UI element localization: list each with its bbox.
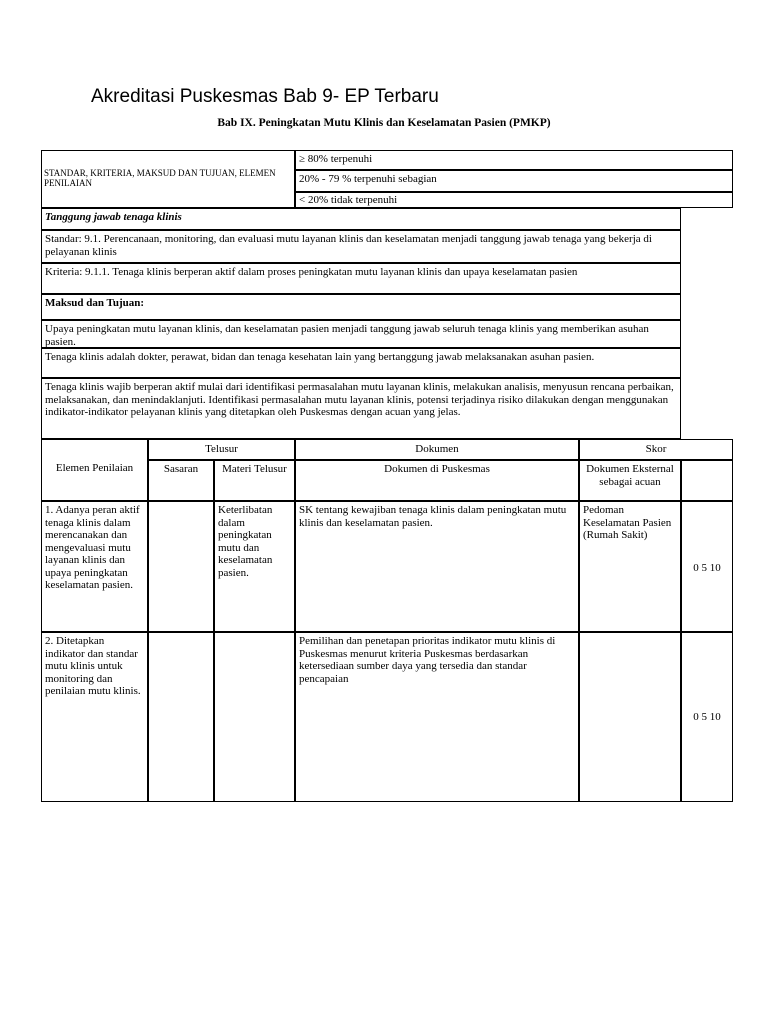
row-1-eksternal: Pedoman Keselamatan Pasien (Rumah Sakit) [579, 501, 681, 632]
row-2-dokumen: Pemilihan dan penetapan prioritas indikator mutu klinis di Puskesmas menurut kriteria Puskesmas berdasarkan ketersediaan sumber daya yang tersedia dan standar pencapaian [295, 632, 579, 802]
chapter-subtitle: Bab IX. Peningkatan Mutu Klinis dan Keselamatan Pasien (PMKP) [217, 117, 551, 129]
row-2-eksternal [579, 632, 681, 802]
row-2-elemen: 2. Ditetapkan indikator dan standar mutu klinis untuk monitoring dan penilaian mutu klinis. [41, 632, 148, 802]
row-1-materi: Keterlibatan dalam peningkatan mutu dan keselamatan pasien. [214, 501, 295, 632]
maksud-paragraph-2: Tenaga klinis adalah dokter, perawat, bidan dan tenaga kesehatan lain yang bertanggung jawab melaksanakan asuhan pasien. [41, 348, 681, 378]
row-1-skor: 0 5 10 [681, 501, 733, 632]
maksud-paragraph-3: Tenaga klinis wajib berperan aktif mulai dari identifikasi permasalahan mutu layanan klinis, melakukan analisis, menyusun rencana perbaikan, melaksanakan, dan menindaklanjuti. Identifikasi permasalahan mutu layanan klinis, potensi terjadinya risiko dilakukan dengan menggunakan indikator-indikator pelayanan klinis yang ditetapkan oleh Puskesmas dengan acuan yang jelas. [41, 378, 681, 439]
col-header-dokumen-eksternal: Dokumen Eksternal sebagai acuan [579, 460, 681, 501]
section-heading: Tanggung jawab tenaga klinis [41, 208, 681, 230]
row-2-sasaran [148, 632, 214, 802]
row-1-dokumen: SK tentang kewajiban tenaga klinis dalam peningkatan mutu klinis dan keselamatan pasien. [295, 501, 579, 632]
row-2-materi [214, 632, 295, 802]
col-header-sasaran: Sasaran [148, 460, 214, 501]
scale-none: < 20% tidak terpenuhi [295, 192, 733, 208]
col-header-materi-telusur: Materi Telusur [214, 460, 295, 501]
row-2-skor: 0 5 10 [681, 632, 733, 802]
scale-partial: 20% - 79 % terpenuhi sebagian [295, 170, 733, 192]
row-1-elemen: 1. Adanya peran aktif tenaga klinis dalam merencanakan dan mengevaluasi mutu layanan klinis dan upaya peningkatan keselamatan pasien. [41, 501, 148, 632]
header-left-label-text: STANDAR, KRITERIA, MAKSUD DAN TUJUAN, ELEMEN PENILAIAN [44, 168, 276, 188]
col-header-dokumen-puskesmas: Dokumen di Puskesmas [295, 460, 579, 501]
col-header-dokumen: Dokumen [295, 439, 579, 460]
row-1-sasaran [148, 501, 214, 632]
maksud-paragraph-1: Upaya peningkatan mutu layanan klinis, dan keselamatan pasien menjadi tanggung jawab seluruh tenaga klinis yang memberikan asuhan pasien. [41, 320, 681, 348]
standar-text: Standar: 9.1. Perencanaan, monitoring, dan evaluasi mutu layanan klinis dan keselamatan menjadi tanggung jawab tenaga yang bekerja di pelayanan klinis [41, 230, 681, 263]
scale-full: ≥ 80% terpenuhi [295, 150, 733, 170]
maksud-heading: Maksud dan Tujuan: [41, 294, 681, 320]
page-title: Akreditasi Puskesmas Bab 9- EP Terbaru [91, 86, 439, 107]
kriteria-text: Kriteria: 9.1.1. Tenaga klinis berperan aktif dalam proses peningkatan mutu layanan klinis dan upaya keselamatan pasien [41, 263, 681, 294]
header-left-label [41, 150, 295, 208]
col-header-elemen: Elemen Penilaian [41, 439, 148, 501]
col-header-telusur: Telusur [148, 439, 295, 460]
col-header-skor: Skor [579, 439, 733, 460]
col-header-skor-empty [681, 460, 733, 501]
